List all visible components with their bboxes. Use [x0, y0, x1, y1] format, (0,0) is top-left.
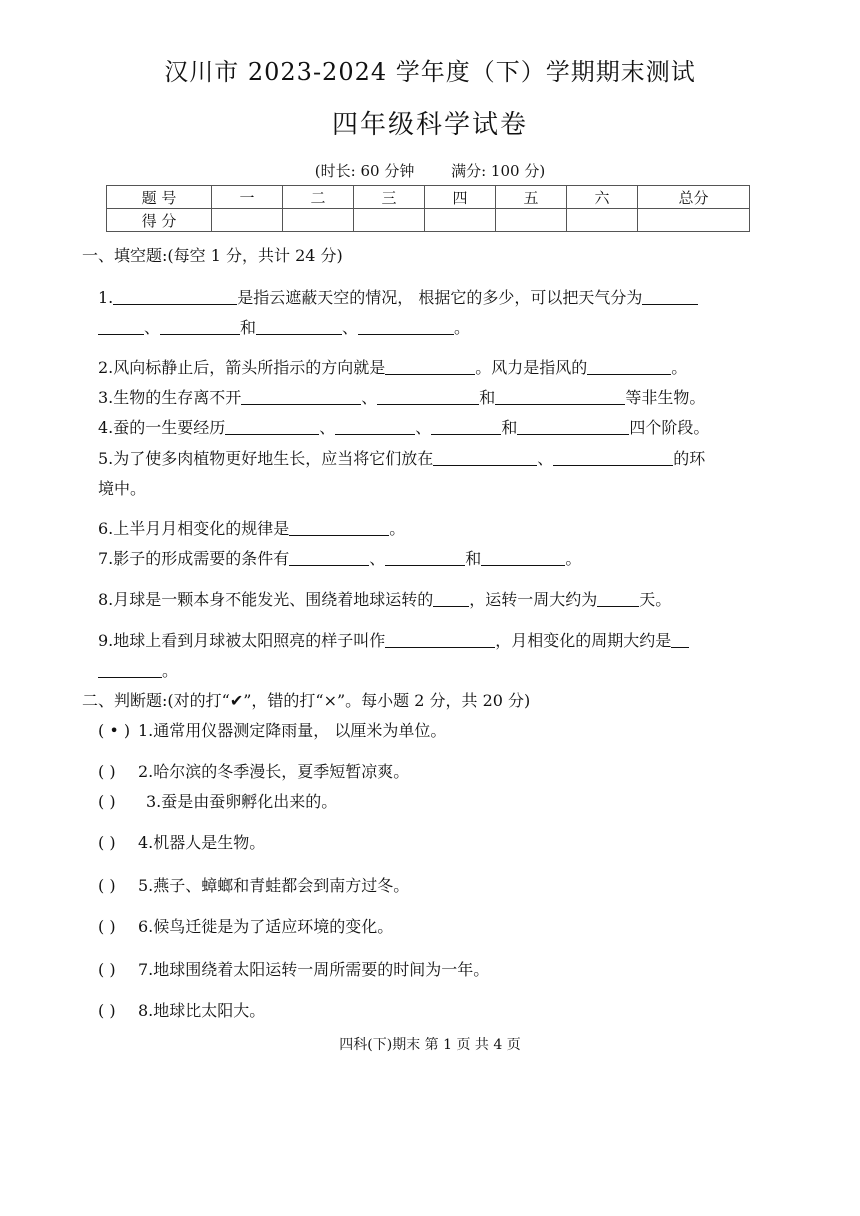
q3-blank-3[interactable]: [495, 388, 625, 405]
q1-blank-2-cont[interactable]: [98, 318, 144, 335]
q2-text-c: 。: [671, 358, 688, 377]
q8-text-c: 天。: [639, 590, 672, 609]
score-cell[interactable]: [283, 209, 354, 232]
q4-text-c: 、: [415, 418, 432, 437]
q1-blank-1[interactable]: [113, 288, 237, 305]
question-7: [98, 546, 581, 569]
q9-text-b: ，月相变化的周期大约是: [495, 631, 672, 650]
q7-blank-3[interactable]: [481, 549, 565, 566]
question-1-line-1: [98, 285, 698, 308]
judge-item-text: 6.候鸟迁徙是为了适应环境的变化。: [138, 917, 394, 936]
q3-text-d: 等非生物。: [625, 388, 706, 407]
score-cell[interactable]: [567, 209, 638, 232]
q7-text-a: 7.影子的形成需要的条件有: [98, 549, 290, 568]
question-8: [98, 587, 671, 610]
judge-item-text: 8.地球比太阳大。: [138, 1001, 266, 1020]
judge-answer-paren[interactable]: ( ): [98, 917, 116, 936]
q1-blank-5[interactable]: [358, 318, 454, 335]
score-header-cell: 四: [425, 186, 496, 209]
page-footer: 四科(下)期末 第 1 页 共 4 页: [339, 1037, 521, 1053]
judge-item: [98, 914, 393, 937]
q1-text-e: 。: [454, 318, 471, 337]
q5-text-b: 、: [537, 449, 554, 468]
exam-duration: (时长: 60 分钟: [314, 162, 415, 180]
question-5-line-1: [98, 446, 705, 469]
judge-item: [98, 830, 265, 853]
q2-blank-1[interactable]: [385, 358, 475, 375]
q3-text-a: 3.生物的生存离不开: [98, 388, 242, 407]
q5-blank-1[interactable]: [433, 449, 537, 466]
q7-text-b: 、: [369, 549, 386, 568]
q7-blank-2[interactable]: [385, 549, 465, 566]
q7-text-c: 和: [465, 549, 482, 568]
q6-text-b: 。: [389, 519, 406, 538]
q4-blank-3[interactable]: [431, 418, 501, 435]
score-header-cell: 六: [567, 186, 638, 209]
q3-text-b: 、: [361, 388, 378, 407]
q9-blank-2-cont[interactable]: [98, 661, 162, 678]
score-header-cell: 一: [212, 186, 283, 209]
exam-full-score: 满分: 100 分): [451, 162, 546, 180]
score-header-cell: 总分: [638, 186, 750, 209]
question-2: [98, 355, 687, 378]
q9-blank-2[interactable]: [671, 631, 689, 648]
judge-item-text: 7.地球围绕着太阳运转一周所需要的时间为一年。: [138, 960, 490, 979]
judge-answer-paren[interactable]: ( • ): [98, 721, 131, 740]
q4-text-d: 和: [501, 418, 518, 437]
judge-item-text: 5.燕子、蟑螂和青蛙都会到南方过冬。: [138, 876, 410, 895]
judge-item-text: 2.哈尔滨的冬季漫长，夏季短暂凉爽。: [138, 762, 410, 781]
q5-text-d: 境中。: [98, 479, 147, 498]
q6-blank-1[interactable]: [289, 519, 389, 536]
question-9-line-2: [98, 658, 178, 681]
question-9-line-1: [98, 628, 689, 651]
judge-answer-paren[interactable]: ( ): [98, 876, 116, 895]
judge-item-text: 4.机器人是生物。: [138, 833, 266, 852]
score-cell[interactable]: [425, 209, 496, 232]
q3-text-c: 和: [479, 388, 496, 407]
q5-text-a: 5.为了使多肉植物更好地生长，应当将它们放在: [98, 449, 434, 468]
q2-text-b: 。风力是指风的: [475, 358, 588, 377]
q7-blank-1[interactable]: [289, 549, 369, 566]
q1-number: 1.: [98, 288, 114, 307]
question-6: [98, 516, 405, 539]
judge-item-text: 3.蚕是由蚕卵孵化出来的。: [146, 792, 338, 811]
score-cell[interactable]: [212, 209, 283, 232]
q1-text-c: 和: [240, 318, 257, 337]
q6-text-a: 6.上半月月相变化的规律是: [98, 519, 290, 538]
q2-text-a: 2.风向标静止后，箭头所指示的方向就是: [98, 358, 386, 377]
judge-item: [98, 759, 409, 782]
judge-answer-paren[interactable]: ( ): [98, 792, 116, 811]
q5-blank-2[interactable]: [553, 449, 673, 466]
question-1-line-2: [98, 315, 470, 338]
q7-text-d: 。: [565, 549, 582, 568]
q1-text-a: 是指云遮蔽天空的情况， 根据它的多少，可以把天气分为: [237, 288, 643, 307]
score-header-cell: 二: [283, 186, 354, 209]
q4-blank-1[interactable]: [225, 418, 319, 435]
judge-answer-paren[interactable]: ( ): [98, 762, 116, 781]
exam-subtitle: 四年级科学试卷: [331, 110, 528, 140]
q1-blank-4[interactable]: [256, 318, 342, 335]
q4-text-a: 4.蚕的一生要经历: [98, 418, 226, 437]
exam-title: 汉川市 2023-2024 学年度（下）学期期末测试: [164, 58, 696, 86]
score-cell[interactable]: [638, 209, 750, 232]
q1-blank-2[interactable]: [642, 288, 698, 305]
score-cell[interactable]: [354, 209, 425, 232]
score-header-cell: 题 号: [107, 186, 212, 209]
q5-text-c: 的环: [673, 449, 706, 468]
judge-item: [98, 998, 265, 1021]
q4-text-e: 四个阶段。: [629, 418, 710, 437]
q8-blank-1[interactable]: [433, 590, 469, 607]
judge-item-text: 1.通常用仪器测定降雨量， 以厘米为单位。: [138, 721, 447, 740]
score-cell[interactable]: [496, 209, 567, 232]
q4-blank-2[interactable]: [335, 418, 415, 435]
judge-answer-paren[interactable]: ( ): [98, 1001, 116, 1020]
q9-text-a: 9.地球上看到月球被太阳照亮的样子叫作: [98, 631, 386, 650]
section-2-heading: 二、判断题:(对的打“✔”，错的打“×”。每小题 2 分，共 20 分): [82, 691, 531, 710]
score-table: [106, 185, 750, 232]
score-header-cell: 三: [354, 186, 425, 209]
score-row-label: 得 分: [107, 209, 212, 232]
question-5-line-2: [98, 476, 146, 499]
section-1-heading: 一、填空题:(每空 1 分，共计 24 分): [82, 246, 343, 265]
q8-text-a: 8.月球是一颗本身不能发光、围绕着地球运转的: [98, 590, 434, 609]
q9-text-c: 。: [162, 661, 179, 680]
q9-blank-1[interactable]: [385, 631, 495, 648]
score-table-score-row: [107, 209, 750, 232]
judge-item: [98, 873, 409, 896]
exam-meta: [0, 160, 860, 181]
q4-blank-4[interactable]: [517, 418, 629, 435]
q1-text-b: 、: [144, 318, 161, 337]
q8-blank-2[interactable]: [597, 590, 639, 607]
q8-text-b: ，运转一周大约为: [469, 590, 598, 609]
q3-blank-2[interactable]: [377, 388, 479, 405]
judge-answer-paren[interactable]: ( ): [98, 960, 116, 979]
q1-blank-3[interactable]: [160, 318, 240, 335]
q4-text-b: 、: [319, 418, 336, 437]
judge-answer-paren[interactable]: ( ): [98, 833, 116, 852]
q2-blank-2[interactable]: [587, 358, 671, 375]
question-4: [98, 415, 709, 438]
q3-blank-1[interactable]: [241, 388, 361, 405]
judge-item: [98, 718, 446, 741]
score-table-header-row: [107, 186, 750, 209]
judge-item: [98, 789, 337, 812]
q1-text-d: 、: [342, 318, 359, 337]
judge-item: [98, 957, 489, 980]
score-header-cell: 五: [496, 186, 567, 209]
question-3: [98, 385, 705, 408]
